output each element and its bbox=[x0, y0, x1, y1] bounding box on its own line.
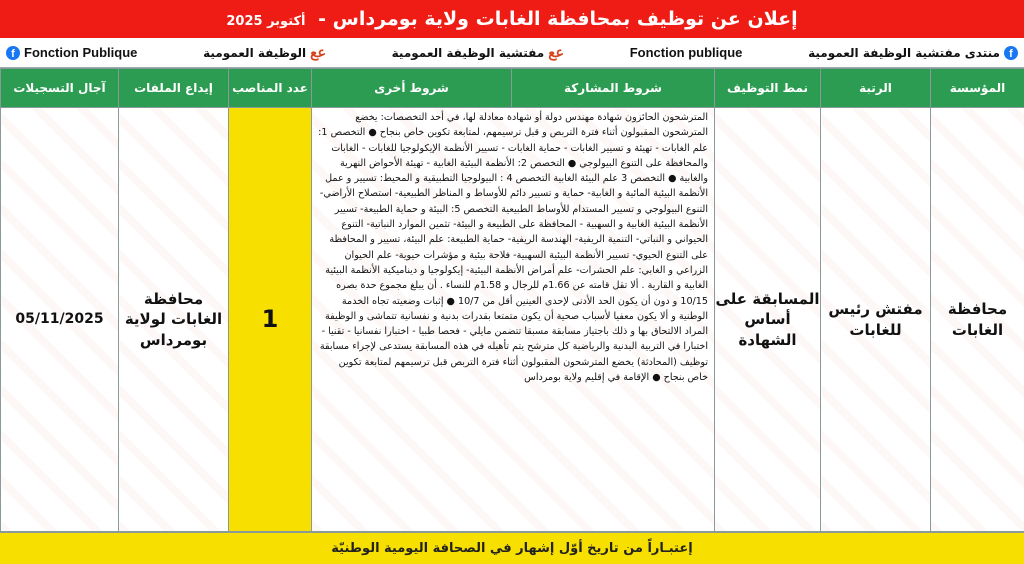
fonction-publique-label-2: Fonction Publique bbox=[24, 45, 137, 60]
forum-label: منتدى مفتشية الوظيفة العمومية bbox=[808, 46, 1000, 60]
forum-link[interactable] bbox=[808, 46, 1018, 60]
recruitment-table-wrap bbox=[0, 68, 1024, 532]
cell-recruitment-mode: المسابقة على أساس الشهادة bbox=[715, 108, 821, 532]
title-text: إعلان عن توظيف بمحافظة الغابات ولاية بومرداس - bbox=[318, 8, 798, 30]
header-positions-count: عدد المناصب bbox=[229, 69, 312, 108]
table-row bbox=[1, 108, 1024, 532]
wazifa-link[interactable] bbox=[203, 45, 326, 61]
title-date: أكتوبر 2025 bbox=[226, 14, 305, 29]
header-institution: المؤسسة bbox=[931, 69, 1024, 108]
cell-institution: محافظة الغابات bbox=[931, 108, 1024, 532]
header-recruitment-mode: نمط التوظيف bbox=[715, 69, 821, 108]
footer-note bbox=[0, 532, 1024, 564]
cell-positions-count: 1 bbox=[229, 108, 312, 532]
table-header-row bbox=[1, 69, 1024, 108]
inspection-logo-icon: عع bbox=[548, 45, 564, 61]
title-bar bbox=[0, 0, 1024, 38]
facebook-icon: f bbox=[1004, 46, 1018, 60]
inspection-link[interactable] bbox=[392, 45, 564, 61]
header-other-conditions: شروط أخرى bbox=[312, 69, 512, 108]
social-bar bbox=[0, 38, 1024, 68]
wazifa-label: الوظيفة العمومية bbox=[203, 46, 306, 60]
header-file-deposit: إيداع الملفات bbox=[119, 69, 229, 108]
fonction-publique-page-link[interactable] bbox=[6, 45, 137, 60]
cell-file-deposit: محافظة الغابات لولاية بومرداس bbox=[119, 108, 229, 532]
inspection-label: مفتشية الوظيفة العمومية bbox=[392, 46, 545, 60]
cell-rank: مفتش رئيس للغابات bbox=[821, 108, 931, 532]
cell-conditions: المترشحون الحائزون شهادة مهندس دولة أو شهادة معادلة لها، في أحد التخصصات: يخضع المترشحون المقبولون أثناء فترة التربص و قبل ترسيمهم، لمتابعة تكوين خاص بنجاح ● التخصص 1: علم الغابات - تهيئة و تسيير الغابات - حماية الغابات - تسيير الأنظمة الإيكولوجيا للغابات - الغابات والمحافظة على التنوع البيولوجي ● التخصص 2: الأنظمة البيئية الغابية - تهيئة الأحواض النهرية والغابية ● التخصص 3 علم البيئة الغابية التخصص 4 : البيولوجيا التطبيقية و المحيط: تسيير و عمل الأنظمة البيئية المائية و الغابية- حماية و تسيير دائم للأوساط و المناظر الطبيعية- استصلاح الأراضي- التنوع البيولوجي و تسيير المستدام للأوساط الطبيعية التخصص 5: البيئة و حماية الطبيعة- تسيير الأنظمة البيئية الغابية و السهبية - المحافظة على الطبيعة و البيئة- تثمين الموارد النباتية- التنوع الحيواني و النباتي- التنمية الريفية- الهندسة الريفية- حماية الطبيعة: علم البيئة، تسيير و المحافظة على التنوع الحيوي- تسيير الأنظمة البيئية السهبية- فلاحة بيئية و مؤشرات حيوية- علم الحيوان الزراعي و الغابي: علم الحشرات- علم أمراض الأنظمة البيئية- إيكولوجيا و ديناميكية الأنظمة البيئية الغابية و القارية . ألا تقل قامته عن 1.66م للرجال و 1.58م للنساء . أن يبلغ مجموع حدة بصره 10/15 و دون أن يكون الحد الأدنى لإحدى العينين أقل من 10/7 ● إثبات وضعيته تجاه الخدمة الوطنية و ألا يكون معفيا لأسباب صحية أن يكون متمتعا بقدرات بدنية و نفسانية تتماشى و الوظيفة المراد الالتحاق بها و ذلك باجتياز مسابقة مسبقا تتضمن مايلي - فحصا طبيا - اختبارا نفسانيا - تقنيا - اختبارا في التربية البدنية والرياضية كل مترشح يتم تأهيله في هذه المسابقة يستدعى لإجراء مسابقة توظيف (المحادثة) يخضع المترشحون المقبولون أثناء فترة التربص قبل ترسيمهم لمتابعة تكوين خاص بنجاح ● الإقامة في إقليم ولاية بومرداس bbox=[312, 108, 715, 532]
fonction-publique-link[interactable] bbox=[630, 45, 743, 60]
header-rank: الرتبة bbox=[821, 69, 931, 108]
cell-registration-deadline: 05/11/2025 bbox=[1, 108, 119, 532]
facebook-icon: f bbox=[6, 46, 20, 60]
recruitment-table bbox=[0, 68, 1024, 532]
fonction-publique-label: Fonction publique bbox=[630, 45, 743, 60]
page-title bbox=[226, 8, 797, 30]
header-registration-deadline: آجال التسجيلات bbox=[1, 69, 119, 108]
wazifa-logo-icon: عع bbox=[310, 45, 326, 61]
footer-text: إعتبـاراً من تاريخ أوّل إشهار في الصحافة اليومية الوطنيّة bbox=[331, 541, 692, 556]
header-participation-conditions: شروط المشاركة bbox=[512, 69, 715, 108]
